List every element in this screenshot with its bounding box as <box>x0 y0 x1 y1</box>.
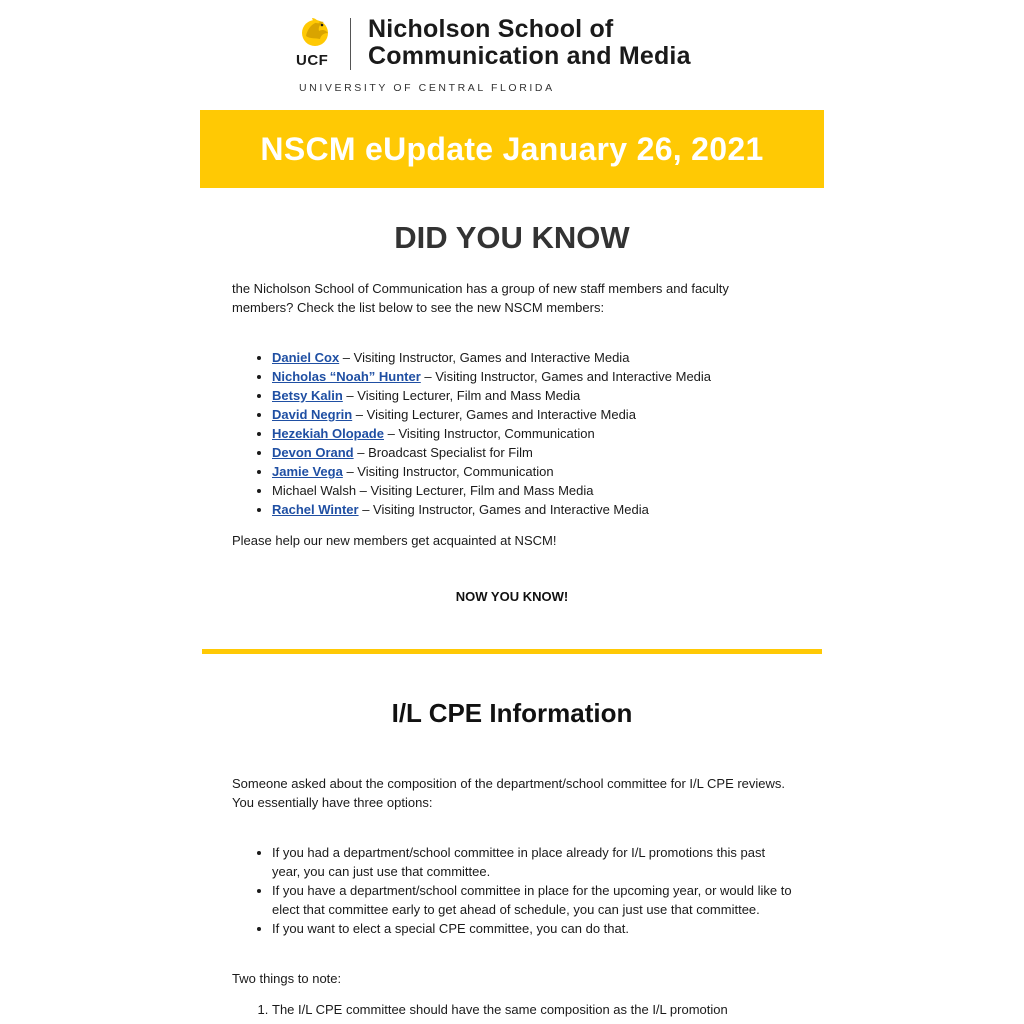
banner-title: NSCM eUpdate January 26, 2021 <box>260 130 764 167</box>
member-list-item <box>272 348 792 367</box>
member-name-link[interactable]: Jamie Vega <box>272 464 343 479</box>
cpe-note-item: 1. The I/L CPE committee should have the same composition as the I/L promotion <box>272 1000 792 1019</box>
eupdate-banner <box>200 110 824 188</box>
cpe-option-item: • If you had a department/school committee in place already for I/L promotions this past year, you can just use that committee. <box>272 843 792 881</box>
member-list-item <box>272 424 792 443</box>
school-name-line-1: Nicholson School of <box>368 15 614 43</box>
logo-divider <box>350 18 351 70</box>
university-name: UNIVERSITY OF CENTRAL FLORIDA <box>299 82 555 94</box>
member-role: – Visiting Lecturer, Games and Interactive Media <box>352 407 636 422</box>
did-you-know-heading: DID YOU KNOW <box>394 220 630 255</box>
cpe-options-list <box>232 843 792 938</box>
member-name-link[interactable]: Betsy Kalin <box>272 388 343 403</box>
pegasus-icon <box>298 14 332 48</box>
cpe-option-item: • If you want to elect a special CPE committee, you can do that. <box>272 919 792 938</box>
cpe-heading: I/L CPE Information <box>391 698 633 728</box>
cpe-intro: Someone asked about the composition of the department/school committee for I/L CPE reviews. You essentially have three options: <box>232 776 786 810</box>
new-members-list-container <box>232 348 792 519</box>
section-divider <box>202 649 822 654</box>
school-name-line-2: Communication and Media <box>368 42 691 70</box>
member-list-item <box>272 462 792 481</box>
closing-text: Please help our new members get acquainted at NSCM! <box>232 533 557 548</box>
member-role: – Visiting Instructor, Games and Interactive Media <box>339 350 630 365</box>
ucf-label: UCF <box>296 52 329 69</box>
member-role: – Broadcast Specialist for Film <box>353 445 533 460</box>
member-name-link[interactable]: Hezekiah Olopade <box>272 426 384 441</box>
cpe-option-item: • If you have a department/school committee in place for the upcoming year, or would like to elect that committee early to get ahead of schedule, you can just use that committee. <box>272 881 792 919</box>
member-list-item <box>272 405 792 424</box>
school-logo <box>296 12 736 96</box>
new-members-list <box>232 348 792 519</box>
cpe-options-container <box>232 843 792 938</box>
member-role: – Visiting Instructor, Games and Interactive Media <box>420 369 712 384</box>
notes-intro: Two things to note: <box>232 971 342 986</box>
member-role: – Visiting Instructor, Games and Interactive Media <box>358 502 649 517</box>
member-list-item <box>272 367 792 386</box>
member-name-link[interactable]: Rachel Winter <box>272 502 359 517</box>
member-list-item: • Michael Walsh – Visiting Lecturer, Film and Mass Media <box>272 481 792 500</box>
now-you-know-text: NOW YOU KNOW! <box>455 589 569 604</box>
member-role: – Visiting Instructor, Communication <box>383 426 595 441</box>
member-role: – Visiting Instructor, Communication <box>342 464 554 479</box>
school-name <box>368 16 691 70</box>
did-you-know-intro: the Nicholson School of Communication has a group of new staff members and faculty members? Check the list below to see the new NSCM members: <box>232 281 729 315</box>
member-name-link[interactable]: Devon Orand <box>272 445 354 460</box>
member-name-link[interactable]: Daniel Cox <box>272 350 340 365</box>
member-list-item <box>272 443 792 462</box>
member-list-item <box>272 500 792 519</box>
member-list-item <box>272 386 792 405</box>
member-name-link[interactable]: David Negrin <box>272 407 353 422</box>
cpe-notes-list <box>232 1000 792 1019</box>
member-name-link[interactable]: Nicholas “Noah” Hunter <box>272 369 421 384</box>
member-role: – Visiting Lecturer, Film and Mass Media <box>342 388 581 403</box>
cpe-notes-container <box>232 1000 792 1019</box>
